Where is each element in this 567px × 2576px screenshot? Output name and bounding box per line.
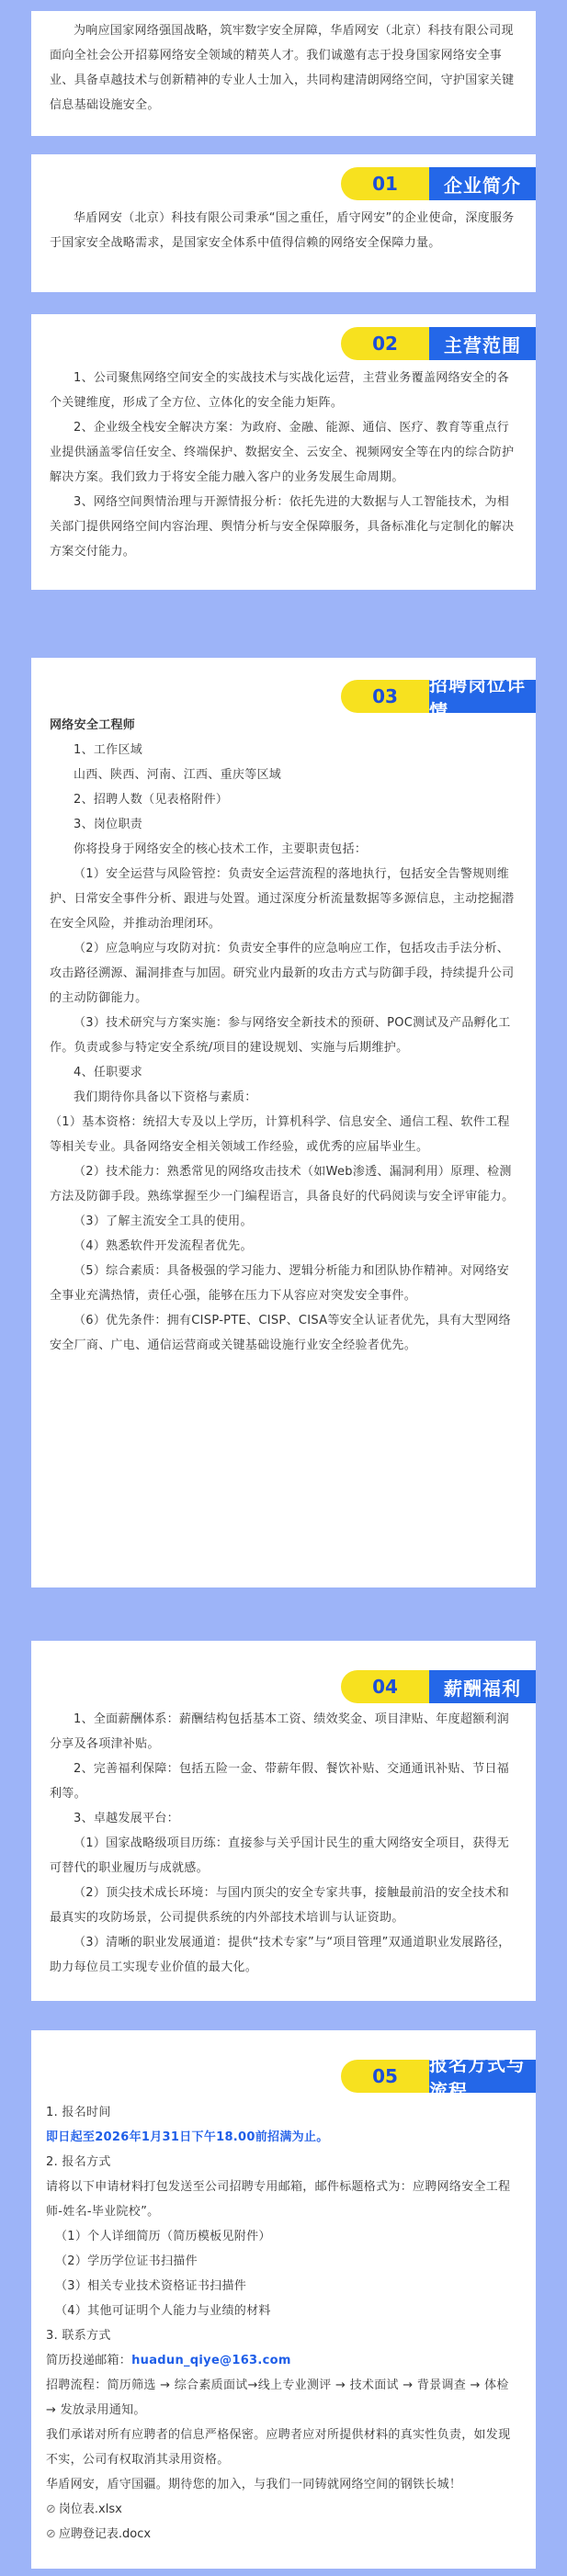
apply-line: 3. 联系方式 bbox=[46, 2329, 111, 2343]
section-tag bbox=[341, 673, 536, 722]
job-line: （2）技术能力：熟悉常见的网络攻击技术（如Web渗透、漏洞利用）原理、检测方法及防御手段。熟练掌握至少一门编程语言，具备良好的代码阅读与安全评审能力。 bbox=[50, 1165, 515, 1203]
job-line: （4）熟悉软件开发流程者优先。 bbox=[74, 1239, 253, 1253]
job-line: （3）了解主流安全工具的使用。 bbox=[74, 1215, 253, 1228]
section-job-details bbox=[31, 658, 536, 1587]
section-business-scope bbox=[31, 314, 536, 590]
section-title: 报名方式与流程 bbox=[429, 2060, 536, 2093]
section-tag bbox=[341, 1670, 536, 1703]
apply-line: 2. 报名方式 bbox=[46, 2155, 111, 2169]
apply-line: 1. 报名时间 bbox=[46, 2106, 111, 2119]
job-line: （5）综合素质：具备极强的学习能力、逻辑分析能力和团队协作精神。对网络安全事业充满热情，责任心强，能够在压力下从容应对突发安全事件。 bbox=[50, 1264, 510, 1303]
section-number: 01 bbox=[341, 167, 429, 200]
section-number: 04 bbox=[341, 1670, 429, 1703]
apply-material: （4）其他可证明个人能力与业绩的材料 bbox=[55, 2304, 271, 2318]
job-line: （6）优先条件：拥有CISP-PTE、CISP、CISA等安全认证者优先，具有大型网络安全厂商、广电、通信运营商或关键基础设施行业安全经验者优先。 bbox=[50, 1314, 511, 1352]
apply-line: 华盾网安，盾守国疆。期待您的加入，与我们一同铸就网络空间的钢铁长城！ bbox=[46, 2478, 462, 2491]
apply-line: 我们承诺对所有应聘者的信息严格保密。应聘者应对所提供材料的真实性负责，如发现不实，公司有权取消其录用资格。 bbox=[46, 2428, 511, 2467]
business-item: 2、企业级全栈安全解决方案：为政府、金融、能源、通信、医疗、教育等重点行业提供涵盖零信任安全、终端保护、数据安全、云安全、视频网安全等在内的综合防护解决方案。我们致力于将安全能力融入客户的业务发展生命周期。 bbox=[50, 421, 515, 484]
section-title: 薪酬福利 bbox=[429, 1670, 536, 1703]
job-line: （1）基本资格：统招大专及以上学历，计算机科学、信息安全、通信工程、软件工程等相关专业。具备网络安全相关领域工作经验，或优秀的应届毕业生。 bbox=[50, 1115, 510, 1154]
job-line: 你将投身于网络安全的核心技术工作，主要职责包括： bbox=[74, 842, 368, 856]
job-line: 2、招聘人数（见表格附件） bbox=[74, 793, 229, 807]
job-title: 网络安全工程师 bbox=[50, 718, 136, 732]
email-link[interactable]: huadun_qiye@163.com bbox=[131, 2354, 291, 2367]
section-tag bbox=[341, 167, 536, 200]
job-line: 4、任职要求 bbox=[74, 1066, 143, 1079]
section-title: 企业简介 bbox=[429, 167, 536, 200]
email-label: 简历投递邮箱： bbox=[46, 2354, 132, 2367]
section-application bbox=[31, 2030, 536, 2569]
contact-email-line bbox=[31, 2348, 536, 2373]
paperclip-icon: ⊘ bbox=[46, 2503, 56, 2516]
section-number: 02 bbox=[341, 327, 429, 360]
apply-material: （1）个人详细简历（简历模板见附件） bbox=[55, 2230, 271, 2243]
benefit-line: 2、完善福利保障：包括五险一金、带薪年假、餐饮补贴、交通通讯补贴、节日福利等。 bbox=[50, 1762, 510, 1801]
job-line: （3）技术研究与方案实施：参与网络安全新技术的预研、POC测试及产品孵化工作。负责或参与特定安全系统/项目的建设规划、实施与后期维护。 bbox=[50, 1016, 511, 1055]
apply-material: （3）相关专业技术资格证书扫描件 bbox=[55, 2279, 247, 2293]
business-item: 1、公司聚焦网络空间安全的实战技术与实战化运营，主营业务覆盖网络安全的各个关键维度，形成了全方位、立体化的安全能力矩阵。 bbox=[50, 371, 510, 410]
job-line: 我们期待你具备以下资格与素质： bbox=[74, 1090, 257, 1104]
benefit-line: 1、全面薪酬体系：薪酬结构包括基本工资、绩效奖金、项目津贴、年度超额利润分享及各项津补贴。 bbox=[50, 1712, 510, 1751]
benefit-line: （2）顶尖技术成长环境：与国内顶尖的安全专家共事，接触最前沿的安全技术和最真实的攻防场景，公司提供系统的内外部技术培训与认证资助。 bbox=[50, 1886, 510, 1925]
intro-text: 为响应国家网络强国战略，筑牢数字安全屏障，华盾网安（北京）科技有限公司现面向全社会公开招募网络安全领域的精英人才。我们诚邀有志于投身国家网络安全事业、具备卓越技术与创新精神的专业人士加入，共同构建清朗网络空间，守护国家关键信息基础设施安全。 bbox=[50, 24, 515, 112]
section-benefits bbox=[31, 1641, 536, 2001]
attachment-name: 应聘登记表.docx bbox=[58, 2527, 152, 2541]
benefit-line: （3）清晰的职业发展通道：提供“技术专家”与“项目管理”双通道职业发展路径，助力每位员工实现专业价值的最大化。 bbox=[50, 1936, 511, 1974]
apply-material: （2）学历学位证书扫描件 bbox=[55, 2254, 198, 2268]
attachment-link[interactable] bbox=[31, 2522, 536, 2547]
section-title: 主营范围 bbox=[429, 327, 536, 360]
job-line: 山西、陕西、河南、江西、重庆等区域 bbox=[74, 768, 282, 782]
apply-line: 请将以下申请材料打包发送至公司招聘专用邮箱，邮件标题格式为：应聘网络安全工程师-姓名-毕业院校”。 bbox=[46, 2180, 511, 2219]
job-line: 1、工作区域 bbox=[74, 743, 143, 757]
section-tag bbox=[341, 2053, 536, 2102]
paperclip-icon: ⊘ bbox=[46, 2527, 56, 2541]
section-number: 05 bbox=[341, 2060, 429, 2093]
job-line: （1）安全运营与风险管控：负责安全运营流程的落地执行，包括安全告警规则维护、日常安全事件分析、跟进与处置。通过深度分析流量数据等多源信息，主动挖掘潜在安全风险，并推动治理闭环。 bbox=[50, 867, 515, 931]
section-tag bbox=[341, 327, 536, 360]
business-item: 3、网络空间舆情治理与开源情报分析：依托先进的大数据与人工智能技术，为相关部门提供网络空间内容治理、舆情分析与安全保障服务，具备标准化与定制化的解决方案交付能力。 bbox=[50, 495, 515, 559]
job-line: 3、岗位职责 bbox=[74, 818, 143, 831]
benefit-line: 3、卓越发展平台： bbox=[74, 1812, 179, 1825]
attachment-name: 岗位表.xlsx bbox=[58, 2503, 122, 2516]
apply-line: 招聘流程：简历筛选 → 综合素质面试→线上专业测评 → 技术面试 → 背景调查 → 体检 → 发放录用通知。 bbox=[46, 2378, 509, 2417]
intro-card bbox=[31, 11, 536, 136]
section-title: 招聘岗位详情 bbox=[429, 680, 536, 713]
company-intro-text: 华盾网安（北京）科技有限公司秉承“国之重任，盾守网安”的企业使命，深度服务于国家安全战略需求，是国家安全体系中值得信赖的网络安全保障力量。 bbox=[50, 211, 515, 250]
section-company-intro bbox=[31, 154, 536, 292]
section-number: 03 bbox=[341, 680, 429, 713]
job-line: （2）应急响应与攻防对抗：负责安全事件的应急响应工作，包括攻击手法分析、攻击路径溯源、漏洞排查与加固。研究业内最新的攻击方式与防御手段，持续提升公司的主动防御能力。 bbox=[50, 942, 515, 1005]
benefit-line: （1）国家战略级项目历练：直接参与关乎国计民生的重大网络安全项目，获得无可替代的职业履历与成就感。 bbox=[50, 1836, 510, 1875]
attachment-link[interactable] bbox=[31, 2497, 536, 2522]
apply-deadline: 即日起至2026年1月31日下午18.00前招满为止。 bbox=[46, 2130, 329, 2144]
